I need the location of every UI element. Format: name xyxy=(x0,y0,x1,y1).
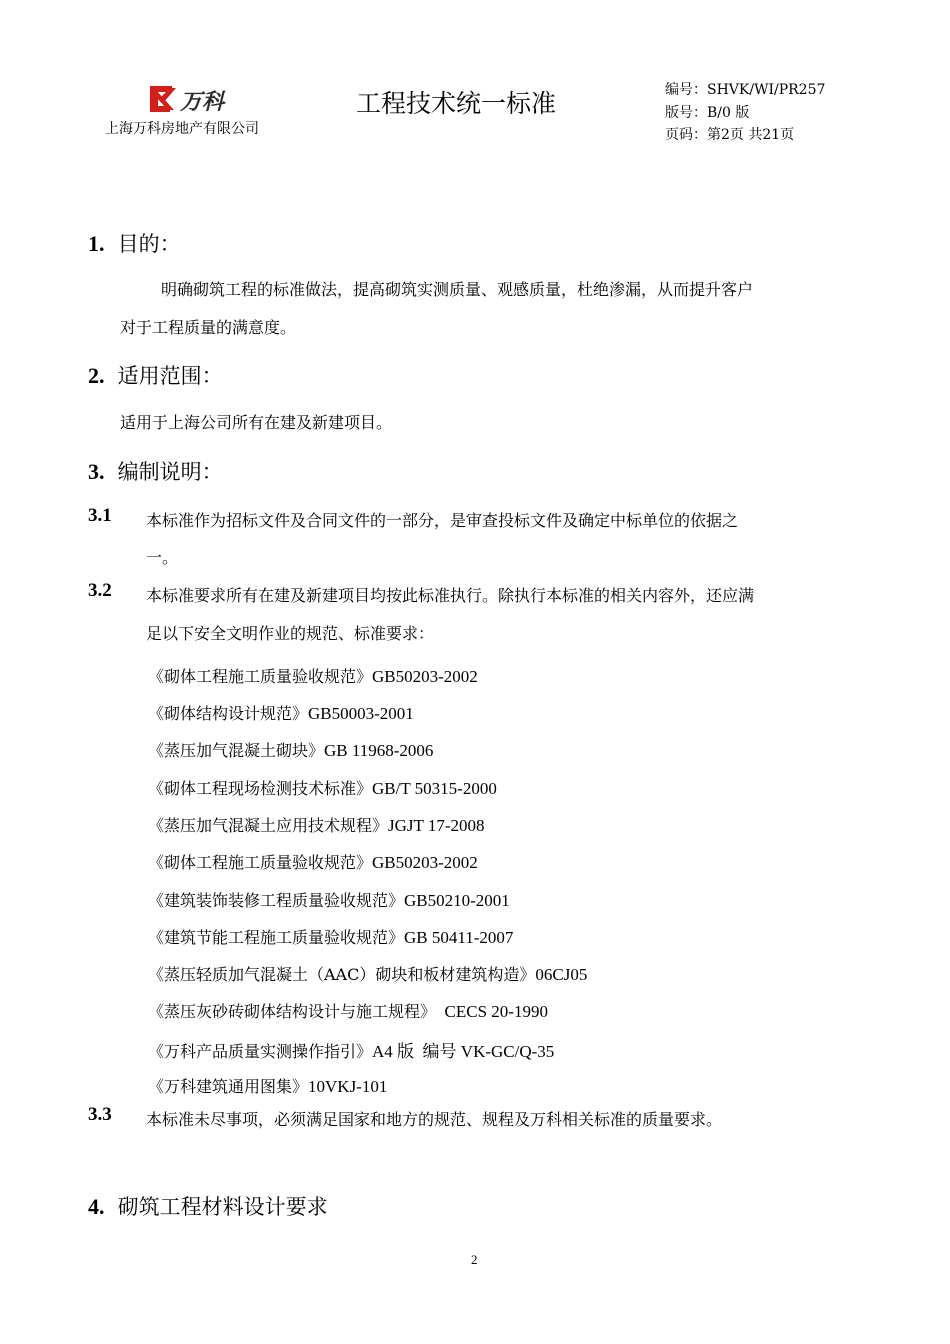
reference-item xyxy=(148,1074,387,1097)
vanke-logo-icon xyxy=(148,84,240,116)
section-number: 1. xyxy=(88,231,105,256)
document-number: 编号：SHVK/WI/PR257 xyxy=(665,82,826,98)
reference-item xyxy=(148,813,485,836)
item-text: 本标准未尽事项，必须满足国家和地方的规范、规程及万科相关标准的质量要求。 xyxy=(146,1110,723,1129)
reference-code: GB 11968-2006 xyxy=(324,741,434,760)
section-number: 3. xyxy=(88,459,105,484)
document-title: 工程技术统一标准 xyxy=(356,89,557,118)
item-text: 一。 xyxy=(146,548,179,567)
logo-text: 万科 xyxy=(180,90,225,115)
section-heading xyxy=(88,228,181,258)
reference-name: 《蒸压加气混凝土砌块》 xyxy=(148,741,325,760)
reference-code: GB50203-2002 xyxy=(372,853,478,872)
section-title: 编制说明： xyxy=(117,460,223,484)
reference-name: 《蒸压灰砂砖砌体结构设计与施工规程》 xyxy=(148,1002,437,1021)
page-info: 页码：第2页 共21页 xyxy=(665,127,795,143)
vanke-logo xyxy=(148,84,240,116)
item-number: 3.2 xyxy=(88,580,112,601)
section-title: 适用范围： xyxy=(117,364,223,388)
reference-name: 《建筑装饰装修工程质量验收规范》 xyxy=(148,891,405,910)
section-title: 目的： xyxy=(117,232,181,256)
reference-name: 《砌体工程施工质量验收规范》 xyxy=(148,667,373,686)
reference-item xyxy=(148,664,478,687)
item-text: 足以下安全文明作业的规范、标准要求： xyxy=(146,624,435,643)
section-number: 4. xyxy=(88,1194,105,1219)
reference-item xyxy=(148,776,497,799)
reference-code: GB50210-2001 xyxy=(404,891,510,910)
reference-name: 《砌体结构设计规范》 xyxy=(148,704,309,723)
item-number: 3.3 xyxy=(88,1104,112,1125)
section-title: 砌筑工程材料设计要求 xyxy=(117,1195,328,1219)
reference-item xyxy=(148,738,433,761)
reference-name: 《砌体工程施工质量验收规范》 xyxy=(148,853,373,872)
section-heading xyxy=(88,456,223,486)
paragraph-line: 明确砌筑工程的标准做法，提高砌筑实测质量、观感质量，杜绝渗漏，从而提升客户 xyxy=(161,280,754,299)
reference-name: 《万科产品质量实测操作指引》 xyxy=(148,1042,373,1061)
version-number: 版号：B/0 版 xyxy=(665,105,750,121)
reference-code: GB50003-2001 xyxy=(308,704,414,723)
reference-item xyxy=(148,701,414,724)
reference-code: JGJT 17-2008 xyxy=(388,816,485,835)
reference-item xyxy=(148,850,478,873)
section-heading xyxy=(88,360,223,390)
reference-item xyxy=(148,962,587,985)
section-heading xyxy=(88,1191,328,1221)
reference-code: GB50203-2002 xyxy=(372,667,478,686)
item-number: 3.1 xyxy=(88,505,112,526)
section-number: 2. xyxy=(88,363,105,388)
item-text: 本标准要求所有在建及新建项目均按此标准执行。除执行本标准的相关内容外，还应满 xyxy=(146,586,755,605)
reference-code: CECS 20-1990 xyxy=(436,1002,548,1021)
reference-code: GB 50411-2007 xyxy=(404,928,514,947)
reference-name: 《蒸压轻质加气混凝土（AAC）砌块和板材建筑构造》 xyxy=(148,965,536,984)
reference-code: 10VKJ-101 xyxy=(308,1077,388,1096)
page-number: 2 xyxy=(471,1252,478,1267)
reference-name: 《建筑节能工程施工质量验收规范》 xyxy=(148,928,405,947)
paragraph-line: 对于工程质量的满意度。 xyxy=(120,318,297,337)
reference-code: GB/T 50315-2000 xyxy=(372,779,497,798)
reference-code: A4 版 编号 VK-GC/Q-35 xyxy=(372,1042,555,1061)
reference-item xyxy=(148,1037,554,1062)
company-name: 上海万科房地产有限公司 xyxy=(105,121,259,137)
reference-item xyxy=(148,888,510,911)
paragraph-line: 适用于上海公司所有在建及新建项目。 xyxy=(120,413,393,432)
reference-name: 《砌体工程现场检测技术标准》 xyxy=(148,779,373,798)
reference-name: 《蒸压加气混凝土应用技术规程》 xyxy=(148,816,389,835)
reference-item xyxy=(148,925,513,948)
item-text: 本标准作为招标文件及合同文件的一部分，是审查投标文件及确定中标单位的依据之 xyxy=(146,511,739,530)
reference-code: 06CJ05 xyxy=(535,965,588,984)
reference-name: 《万科建筑通用图集》 xyxy=(148,1077,309,1096)
reference-item xyxy=(148,999,548,1022)
